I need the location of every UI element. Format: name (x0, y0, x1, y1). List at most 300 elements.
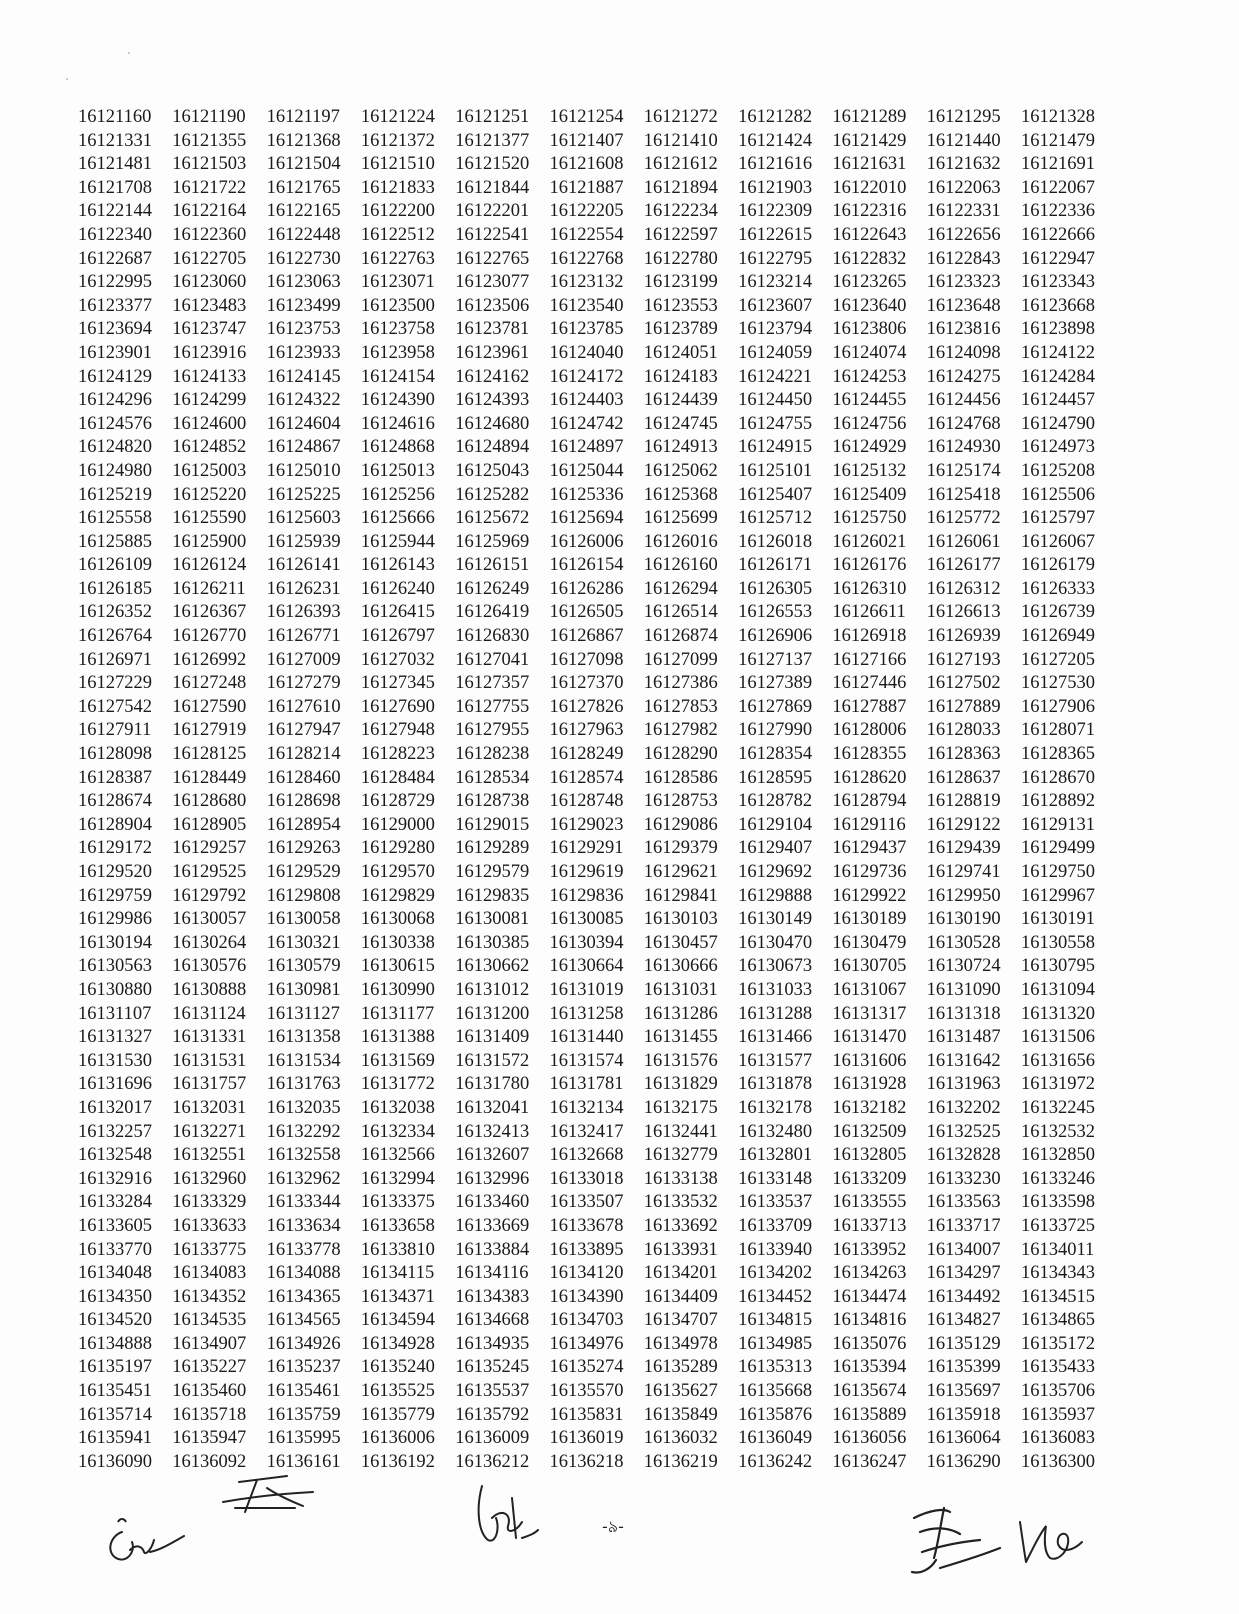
roll-number: 16131487 (926, 1027, 1001, 1048)
roll-number: 16132607 (455, 1145, 530, 1166)
roll-number: 16126771 (266, 626, 341, 647)
roll-number: 16128238 (455, 744, 530, 765)
roll-number: 16126160 (643, 555, 718, 576)
roll-number: 16126176 (832, 555, 907, 576)
roll-number: 16136064 (926, 1428, 1001, 1449)
roll-number: 16124129 (78, 366, 152, 387)
roll-number: 16132996 (455, 1168, 530, 1189)
roll-number: 16124913 (643, 437, 718, 458)
roll-number: 16134365 (266, 1286, 341, 1307)
roll-number: 16123816 (926, 319, 1001, 340)
roll-number: 16133713 (832, 1215, 907, 1236)
roll-number: 16135674 (832, 1381, 907, 1402)
roll-number: 16124867 (266, 437, 341, 458)
roll-number: 16135714 (78, 1404, 152, 1425)
roll-number: 16130058 (266, 909, 341, 930)
roll-number: 16123323 (926, 272, 1001, 293)
roll-number: 16131530 (78, 1050, 152, 1071)
roll-number: 16129829 (360, 885, 435, 906)
roll-number: 16135995 (266, 1428, 341, 1449)
roll-number: 16123668 (1020, 295, 1095, 316)
roll-number: 16123753 (266, 319, 341, 340)
roll-number: 16128782 (738, 791, 813, 812)
roll-number: 16131928 (832, 1074, 907, 1095)
roll-number: 16129741 (926, 862, 1001, 882)
roll-number: 16127869 (738, 696, 813, 717)
roll-number: 16125219 (78, 484, 152, 505)
roll-number: 16130880 (78, 979, 152, 1000)
roll-number: 16122234 (643, 201, 718, 222)
roll-number: 16134343 (1020, 1263, 1095, 1284)
roll-number: 16131327 (78, 1027, 152, 1048)
roll-number: 16132994 (360, 1168, 435, 1189)
roll-number: 16125174 (926, 460, 1001, 481)
roll-number: 16125062 (643, 460, 718, 481)
roll-number: 16132257 (78, 1121, 152, 1142)
roll-number: 16135289 (643, 1357, 718, 1378)
roll-number: 16128249 (549, 744, 624, 765)
roll-number: 16123540 (549, 295, 624, 316)
roll-number: 16121691 (1020, 154, 1095, 175)
roll-number: 16124768 (926, 413, 1001, 434)
roll-number: 16129257 (172, 838, 247, 859)
roll-number: 16123483 (172, 295, 247, 316)
roll-number: 16123901 (78, 342, 152, 363)
roll-number: 16121197 (266, 107, 340, 127)
roll-number: 16133778 (266, 1239, 341, 1260)
roll-number: 16132017 (78, 1097, 152, 1118)
roll-number: 16128355 (832, 744, 907, 765)
roll-number: 16132916 (78, 1168, 152, 1189)
roll-number: 16127887 (832, 696, 907, 717)
roll-number: 16124051 (643, 342, 718, 363)
roll-number: 16136090 (78, 1451, 152, 1472)
roll-number: 16126613 (926, 602, 1001, 623)
roll-number: 16134888 (78, 1333, 152, 1354)
roll-number: 16130457 (643, 932, 718, 953)
roll-number: 16121377 (455, 130, 530, 151)
roll-number: 16122340 (78, 224, 152, 245)
roll-number: 16134452 (738, 1286, 813, 1307)
roll-number: 16128698 (266, 791, 341, 812)
roll-number-grid (78, 106, 1118, 1474)
roll-number: 16135918 (926, 1404, 1001, 1425)
roll-number: 16125885 (78, 531, 152, 552)
roll-number: 16131090 (926, 979, 1001, 1000)
roll-number: 16125013 (360, 460, 435, 481)
roll-number: 16126514 (643, 602, 718, 623)
roll-number: 16130795 (1020, 956, 1095, 977)
roll-number: 16132805 (832, 1145, 907, 1166)
roll-number: 16132202 (926, 1097, 1001, 1118)
roll-number: 16129950 (926, 885, 1001, 906)
roll-number: 16126949 (1020, 626, 1095, 647)
scan-speck (66, 78, 68, 80)
roll-number: 16126018 (738, 531, 813, 552)
signature-3 (472, 1478, 542, 1558)
roll-number: 16131107 (78, 1003, 152, 1024)
roll-number: 16131780 (455, 1074, 530, 1095)
roll-number: 16124296 (78, 390, 152, 411)
roll-number: 16129835 (455, 885, 530, 906)
roll-number: 16127690 (360, 696, 435, 717)
roll-number: 16133537 (738, 1192, 813, 1213)
roll-number: 16121722 (172, 177, 247, 198)
signature-1 (100, 1500, 190, 1570)
roll-number: 16133895 (549, 1239, 624, 1260)
roll-number: 16121608 (549, 154, 624, 175)
roll-number: 16124456 (926, 390, 1001, 411)
roll-number: 16121355 (172, 130, 247, 151)
roll-number: 16128484 (360, 767, 435, 788)
roll-number: 16135570 (549, 1381, 624, 1402)
roll-number: 16121295 (926, 107, 1001, 127)
roll-number: 16127032 (360, 649, 435, 670)
roll-number: 16124604 (266, 413, 341, 434)
roll-number: 16131409 (455, 1027, 530, 1048)
roll-number: 16131320 (1020, 1003, 1095, 1024)
roll-number: 16129888 (738, 885, 813, 906)
roll-number: 16131200 (455, 1003, 530, 1024)
signature-5 (1010, 1506, 1090, 1576)
roll-number: 16132962 (266, 1168, 341, 1189)
roll-number: 16126739 (1020, 602, 1095, 623)
roll-number: 16130394 (549, 932, 624, 953)
roll-number: 16129570 (360, 862, 435, 882)
roll-number: 16135525 (360, 1381, 435, 1402)
roll-number: 16135237 (266, 1357, 341, 1378)
roll-number: 16132245 (1020, 1097, 1095, 1118)
roll-number: 16127530 (1020, 673, 1095, 694)
roll-number: 16131286 (643, 1003, 718, 1024)
roll-number: 16132038 (360, 1097, 435, 1118)
roll-number: 16123794 (738, 319, 813, 340)
roll-number: 16133230 (926, 1168, 1001, 1189)
roll-number: 16125506 (1020, 484, 1095, 505)
roll-number: 16133884 (455, 1239, 530, 1260)
roll-number: 16134535 (172, 1310, 247, 1331)
roll-number: 16128620 (832, 767, 907, 788)
roll-number: 16130479 (832, 932, 907, 953)
roll-number: 16128354 (738, 744, 813, 765)
roll-number: 16124790 (1020, 413, 1095, 434)
roll-number: 16131067 (832, 979, 907, 1000)
roll-number: 16134520 (78, 1310, 152, 1331)
roll-number: 16123933 (266, 342, 341, 363)
roll-number: 16129986 (78, 909, 152, 930)
roll-number: 16127098 (549, 649, 624, 670)
roll-number: 16126830 (455, 626, 530, 647)
roll-number: 16127229 (78, 673, 152, 694)
roll-number: 16132558 (266, 1145, 341, 1166)
roll-number: 16126352 (78, 602, 152, 623)
roll-number: 16124755 (738, 413, 813, 434)
roll-number: 16129437 (832, 838, 907, 859)
roll-number: 16124284 (1020, 366, 1095, 387)
roll-number: 16127911 (78, 720, 152, 741)
roll-number: 16133931 (643, 1239, 718, 1260)
roll-number: 16131470 (832, 1027, 907, 1048)
roll-number: 16134202 (738, 1263, 813, 1284)
roll-number: 16129499 (1020, 838, 1095, 859)
roll-number: 16128223 (360, 744, 435, 765)
roll-number: 16126939 (926, 626, 1001, 647)
roll-number: 16123071 (360, 272, 435, 293)
roll-number: 16126249 (455, 578, 530, 599)
roll-number: 16123077 (455, 272, 530, 293)
roll-number: 16126141 (266, 555, 341, 576)
roll-number: 16128534 (455, 767, 530, 788)
roll-number: 16134978 (643, 1333, 718, 1354)
roll-number: 16133709 (738, 1215, 813, 1236)
roll-number: 16134816 (832, 1310, 907, 1331)
roll-number: 16128006 (832, 720, 907, 741)
roll-number: 16130103 (643, 909, 718, 930)
roll-number: 16134409 (643, 1286, 718, 1307)
roll-number: 16122316 (832, 201, 907, 222)
roll-number: 16127137 (738, 649, 813, 670)
roll-number: 16133775 (172, 1239, 247, 1260)
roll-number: 16126611 (832, 602, 906, 623)
roll-number: 16129529 (266, 862, 341, 882)
roll-number: 16135460 (172, 1381, 247, 1402)
roll-number: 16128387 (78, 767, 152, 788)
roll-number: 16122615 (738, 224, 813, 245)
roll-number: 16131574 (549, 1050, 624, 1071)
roll-number: 16127826 (549, 696, 624, 717)
roll-number: 16127590 (172, 696, 247, 717)
roll-number: 16133940 (738, 1239, 813, 1260)
roll-number: 16126312 (926, 578, 1001, 599)
roll-number: 16133770 (78, 1239, 152, 1260)
roll-number: 16136300 (1020, 1451, 1095, 1472)
roll-number: 16127009 (266, 649, 341, 670)
roll-number: 16135313 (738, 1357, 813, 1378)
roll-number: 16127345 (360, 673, 435, 694)
roll-number: 16126553 (738, 602, 813, 623)
roll-number: 16131829 (643, 1074, 718, 1095)
roll-number: 16122765 (455, 248, 530, 269)
roll-number: 16127099 (643, 649, 718, 670)
roll-number: 16130068 (360, 909, 435, 930)
roll-number: 16127370 (549, 673, 624, 694)
roll-number: 16122705 (172, 248, 247, 269)
roll-number: 16126231 (266, 578, 341, 599)
roll-number: 16126006 (549, 531, 624, 552)
roll-number: 16125044 (549, 460, 624, 481)
roll-number: 16123781 (455, 319, 530, 340)
roll-number: 16134115 (360, 1263, 435, 1284)
roll-number: 16134928 (360, 1333, 435, 1354)
roll-number: 16135245 (455, 1357, 530, 1378)
roll-number: 16134120 (549, 1263, 624, 1284)
roll-number: 16132960 (172, 1168, 247, 1189)
roll-number: 16131531 (172, 1050, 247, 1071)
roll-number: 16133555 (832, 1192, 907, 1213)
roll-number: 16132548 (78, 1145, 152, 1166)
roll-number: 16121631 (832, 154, 907, 175)
roll-number: 16131772 (360, 1074, 435, 1095)
roll-number: 16121632 (926, 154, 1001, 175)
roll-number: 16134263 (832, 1263, 907, 1284)
roll-number: 16133598 (1020, 1192, 1095, 1213)
roll-number: 16124322 (266, 390, 341, 411)
roll-number: 16134594 (360, 1310, 435, 1331)
roll-number: 16129086 (643, 814, 718, 835)
roll-number: 16129000 (360, 814, 435, 835)
roll-number: 16127755 (455, 696, 530, 717)
roll-number: 16135627 (643, 1381, 718, 1402)
roll-number: 16121833 (360, 177, 435, 198)
roll-number: 16125939 (266, 531, 341, 552)
roll-number: 16131569 (360, 1050, 435, 1071)
roll-number: 16123506 (455, 295, 530, 316)
roll-number: 16133725 (1020, 1215, 1095, 1236)
roll-number: 16131317 (832, 1003, 907, 1024)
roll-number: 16125220 (172, 484, 247, 505)
roll-number: 16136212 (455, 1451, 530, 1472)
roll-number: 16132134 (549, 1097, 624, 1118)
roll-number: 16126992 (172, 649, 247, 670)
roll-number: 16133717 (926, 1215, 1001, 1236)
roll-number: 16124894 (455, 437, 530, 458)
roll-number: 16132031 (172, 1097, 247, 1118)
roll-number: 16129131 (1020, 814, 1095, 835)
roll-number: 16135718 (172, 1404, 247, 1425)
roll-number: 16124133 (172, 366, 247, 387)
roll-number: 16127193 (926, 649, 1001, 670)
roll-number: 16133148 (738, 1168, 813, 1189)
roll-number: 16131576 (643, 1050, 718, 1071)
roll-number: 16130558 (1020, 932, 1095, 953)
roll-number: 16133375 (360, 1192, 435, 1213)
roll-number: 16131696 (78, 1074, 152, 1095)
roll-number: 16130085 (549, 909, 624, 930)
roll-number: 16129122 (926, 814, 1001, 835)
roll-number: 16131033 (738, 979, 813, 1000)
roll-number: 16131440 (549, 1027, 624, 1048)
roll-number: 16131642 (926, 1050, 1001, 1071)
roll-number: 16135779 (360, 1404, 435, 1425)
roll-number: 16134352 (172, 1286, 247, 1307)
roll-number: 16132271 (172, 1121, 247, 1142)
roll-number: 16123694 (78, 319, 152, 340)
roll-number: 16125797 (1020, 508, 1095, 529)
roll-number: 16134703 (549, 1310, 624, 1331)
roll-number: 16122165 (266, 201, 341, 222)
roll-number: 16124680 (455, 413, 530, 434)
roll-number: 16133329 (172, 1192, 247, 1213)
roll-number: 16133138 (643, 1168, 718, 1189)
roll-number: 16121410 (643, 130, 718, 151)
roll-number: 16126310 (832, 578, 907, 599)
roll-number: 16135876 (738, 1404, 813, 1425)
roll-number: 16134668 (455, 1310, 530, 1331)
roll-number: 16125969 (455, 531, 530, 552)
roll-number: 16126124 (172, 555, 247, 576)
roll-number: 16127963 (549, 720, 624, 741)
roll-number: 16127990 (738, 720, 813, 741)
roll-number: 16125336 (549, 484, 624, 505)
roll-number: 16123961 (455, 342, 530, 363)
roll-number: 16126185 (78, 578, 152, 599)
roll-number: 16131094 (1020, 979, 1095, 1000)
roll-number: 16134371 (360, 1286, 435, 1307)
roll-number: 16129289 (455, 838, 530, 859)
roll-number: 16121328 (1020, 107, 1095, 127)
roll-number: 16135227 (172, 1357, 247, 1378)
roll-number: 16133634 (266, 1215, 341, 1236)
roll-number: 16126867 (549, 626, 624, 647)
roll-number: 16125003 (172, 460, 247, 481)
roll-number: 16130321 (266, 932, 341, 953)
roll-number: 16129692 (738, 862, 813, 882)
roll-number: 16131455 (643, 1027, 718, 1048)
roll-number: 16128954 (266, 814, 341, 835)
roll-number: 16123785 (549, 319, 624, 340)
roll-number: 16132441 (643, 1121, 718, 1142)
roll-number: 16122331 (926, 201, 1001, 222)
roll-number: 16121503 (172, 154, 247, 175)
roll-number: 16131258 (549, 1003, 624, 1024)
roll-number: 16125603 (266, 508, 341, 529)
roll-number: 16136056 (832, 1428, 907, 1449)
roll-number: 16124059 (738, 342, 813, 363)
roll-number: 16132035 (266, 1097, 341, 1118)
roll-number: 16131331 (172, 1027, 247, 1048)
roll-number: 16131572 (455, 1050, 530, 1071)
roll-number: 16124756 (832, 413, 907, 434)
roll-number: 16135941 (78, 1428, 152, 1449)
roll-number: 16127906 (1020, 696, 1095, 717)
roll-number: 16131757 (172, 1074, 247, 1095)
roll-number: 16121504 (266, 154, 341, 175)
roll-number: 16129792 (172, 885, 247, 906)
roll-number: 16129579 (455, 862, 530, 882)
roll-number: 16124393 (455, 390, 530, 411)
roll-number: 16128449 (172, 767, 247, 788)
roll-number: 16134976 (549, 1333, 624, 1354)
roll-number: 16125208 (1020, 460, 1095, 481)
roll-number: 16130149 (738, 909, 813, 930)
roll-number: 16122666 (1020, 224, 1095, 245)
roll-number: 16128819 (926, 791, 1001, 812)
roll-number: 16131972 (1020, 1074, 1095, 1095)
roll-number: 16128033 (926, 720, 1001, 741)
roll-number: 16135129 (926, 1333, 1001, 1354)
roll-number: 16130724 (926, 956, 1001, 977)
roll-number: 16133344 (266, 1192, 341, 1213)
signature-2 (215, 1468, 325, 1528)
roll-number: 16125101 (738, 460, 813, 481)
roll-number: 16135706 (1020, 1381, 1095, 1402)
roll-number: 16125590 (172, 508, 247, 529)
roll-number: 16121368 (266, 130, 341, 151)
roll-number: 16124403 (549, 390, 624, 411)
roll-number: 16129104 (738, 814, 813, 835)
roll-number: 16126109 (78, 555, 152, 576)
roll-number: 16130981 (266, 979, 341, 1000)
roll-number: 16124820 (78, 437, 152, 458)
roll-number: 16126179 (1020, 555, 1095, 576)
roll-number: 16131577 (738, 1050, 813, 1071)
roll-number: 16129967 (1020, 885, 1095, 906)
roll-number: 16126333 (1020, 578, 1095, 599)
roll-number: 16123789 (643, 319, 718, 340)
roll-number: 16130888 (172, 979, 247, 1000)
roll-number: 16132292 (266, 1121, 341, 1142)
roll-number: 16127248 (172, 673, 247, 694)
